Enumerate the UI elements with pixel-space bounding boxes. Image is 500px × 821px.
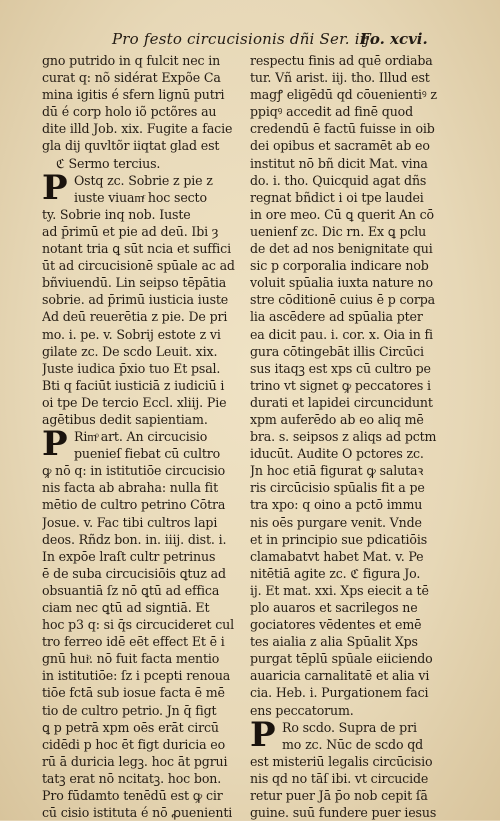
text-line: cidēdi p hoc ēt figt duricia eo [42,736,226,752]
text-line: magꝭ eligēdū qd cōuenientiꝰ z [250,87,437,103]
text-line: ꝗ p petrā xpm oēs erāt circū [42,719,219,735]
text-line: obsuantiā ſz nō ꝗtū ad effica [42,582,220,598]
text-line: ad p̄rimū et pie ad deū. Ibi ȝ [42,223,219,239]
text-block-continuation [250,52,450,719]
page-header [0,28,500,52]
text-line: ens peccatorum. [250,702,354,718]
text-line: mētio de cultro petrino Cōtra [42,497,226,513]
text-line: Rimͦ art. An circucisio [74,429,208,445]
text-line: ty. Sobrie inq nob. Iuste [42,206,191,222]
text-line: stre cōditionē cuius ē p corpa [250,292,435,308]
text-line: trino vt signet ꝙ peccatores i [250,377,431,393]
text-line: uenienf zc. Dic rn. Ex ꝗ pclu [250,223,427,239]
text-line: Josue. v. Fac tibi cultros lapi [42,514,218,530]
text-line: ij. Et mat. xxi. Xps eiecit a tē [250,582,429,598]
text-line: xpm auferēdo ab eo aliq mē [250,411,424,427]
text-line: iducūt. Audite O pctores zc. [250,446,424,462]
left-column [42,52,242,821]
text-line: notant tria ꝗ sūt ncia et suffici [42,241,231,257]
paragraph-1 [42,167,242,428]
text-line: de det ad nos benignitate qui [250,241,433,257]
paragraph-2 [42,424,242,821]
text-line: purgat tēplū spūale eiiciendo [250,651,433,667]
text-line: hoc p3 q: si q̄s circucideret cul [42,617,234,633]
text-line: guine. suū fundere puer iesus [250,805,437,821]
text-line: gilate zc. De scdo Leuit. xix. [42,343,218,359]
text-line: est misteriū legalis circūcisio [250,753,433,769]
text-line: tro ferreo idē eēt effect Et ē i [42,634,225,650]
text-line: Pro fūdamto tenēdū est ꝙ cir [42,788,223,804]
right-column [250,52,450,821]
text-line: tiōe fctā sub iosue facta ē mē [42,685,225,701]
text-line: voluit spūalia iuxta nature no [250,275,433,291]
text-line: institut nō bñ dicit Mat. vina [250,155,428,171]
text-line: do. i. tho. Quicquid agat dñs [250,172,427,188]
text-line: gno putrido in q fulcit nec in [42,53,221,68]
text-line: ciam nec ꝗtū ad signtiā. Et [42,600,210,615]
text-line: nitētiā agite zc. ℭ figura Jo. [250,565,421,581]
text-line: In expōe lraſt cultr petrinus [42,548,216,564]
text-line: gociatores vēdentes et emē [250,617,422,633]
text-line: et in principio sue pdicatiōis [250,531,428,547]
text-line: plo auaros et sacrilegos ne [250,600,418,615]
text-line: mo zc. Nūc de scdo qd [282,736,424,752]
drop-cap-initial: P [42,424,68,465]
text-line: nis facta ab abraha: nulla fit [42,480,218,496]
text-line: auaricia carnalitatē et alia vi [250,668,430,684]
sermon-heading: ℭ Sermo tercius. [56,155,161,171]
folio-number: Fo. xcvi. [360,30,428,48]
text-line: Jn hoc etiā figurat ꝙ salutaꝛ [250,463,424,479]
text-line: dū é corp holo iõ pctõres au [42,104,217,120]
paragraph-3 [250,714,450,821]
text-line: rū ā duricia legꝫ. hoc āt pgrui [42,753,228,769]
text-line: deos. Rñdz bon. in. iiij. dist. i. [42,531,227,547]
text-block-opening [42,52,242,155]
text-line: ppiqꝰ accedit ad finē quod [250,104,413,120]
text-line: in istitutiōe: ſz i pcepti renoua [42,668,231,684]
text-line: dite illd Job. xix. Fugite a facie [42,121,233,137]
text-line: gnū huiͦ. nō fuit facta mentio [42,651,220,667]
text-line: nis qd no tāſ ibi. vt circucide [250,770,429,786]
drop-cap-initial: P [250,714,276,755]
running-head: Pro festo circucisionis dñi Ser. iij. [112,30,375,48]
text-line: agētibus dedit sapientiam. [42,411,208,427]
text-line: credendū ē factū fuisse in oib [250,121,435,137]
text-line: tes aialia z alia Spūalit Xps [250,634,418,650]
text-line: tur. Vñ arist. iij. tho. Illud est [250,70,430,86]
text-line: sic p corporalia indicare nob [250,258,429,274]
text-line: Ostq zc. Sobrie z pie z [74,172,213,188]
text-line: puenieſ fiebat cū cultro [74,446,221,462]
text-line: ꝙ nō q: in istitutiōe circucisio [42,463,226,479]
text-line: ūt ad circucisionē spūale ac ad [42,258,235,274]
text-line: cū cisio istituta é nō ꝓuenienti [42,805,233,821]
text-line: respectu finis ad quē ordiaba [250,53,433,68]
text-line: sus itaqꝫ est xps cū cultro pe [250,360,431,376]
text-line: nis oēs purgare venit. Vnde [250,514,422,530]
text-line: sobrie. ad p̄rimū iusticia iuste [42,292,229,308]
text-line: bra. s. seipsos z aliqs ad pctm [250,429,437,445]
text-line: dei opibus et sacramēt ab eo [250,138,430,154]
text-line: iuste viuamͬ hoc secto [74,189,207,205]
text-line: curat q: nõ sidérat Expõe Ca [42,70,221,86]
text-line: clamabatvt habet Mat. v. Pe [250,548,424,564]
text-line: cia. Heb. i. Purgationem faci [250,685,429,701]
drop-cap-initial: P [42,167,68,208]
text-line: oi tpe De tercio Eccl. xliij. Pie [42,394,227,410]
text-line: Ad deū reuerētia z pie. De pri [42,309,228,325]
text-line: tatꝫ erat nō ncitatꝫ. hoc bon. [42,770,222,786]
text-line: regnat bñdict i oi tpe laudei [250,189,424,205]
text-line: ē de suba circucisiōis ꝗtuz ad [42,565,226,581]
text-line: lia ascēdere ad spūalia pter [250,309,423,325]
text-line: bñviuendū. Lin seipso tēpātia [42,275,227,291]
text-line: Ro scdo. Supra de pri [282,719,417,735]
text-line: Bti q faciūt iusticiā z iudiciū i [42,377,225,393]
text-line: mina igitis é sfern lignū putri [42,87,225,103]
text-line: gura cōtingebāt illis Circūci [250,343,424,359]
text-line: Juste iudica p̄xio tuo Et psal. [42,360,221,376]
text-line: tio de cultro petrio. Jn q̄ figt [42,702,217,718]
text-line: in ore meo. Cū ꝗ querit An cō [250,206,434,222]
text-line: durati et lapidei circuncidunt [250,394,433,410]
text-line: tra xpo: q oino a pctō immu [250,497,423,513]
text-line: ris circūcisio spūalis fit a pe [250,480,425,496]
text-line: ea dicit pau. i. cor. x. Oia in fi [250,326,433,342]
text-line: gla dij quvltõr iiqtat glad est [42,138,220,154]
text-line: mo. i. pe. v. Sobrij estote z vi [42,326,221,342]
text-line: retur puer Jā p̄o nob cepit ſā [250,788,428,804]
